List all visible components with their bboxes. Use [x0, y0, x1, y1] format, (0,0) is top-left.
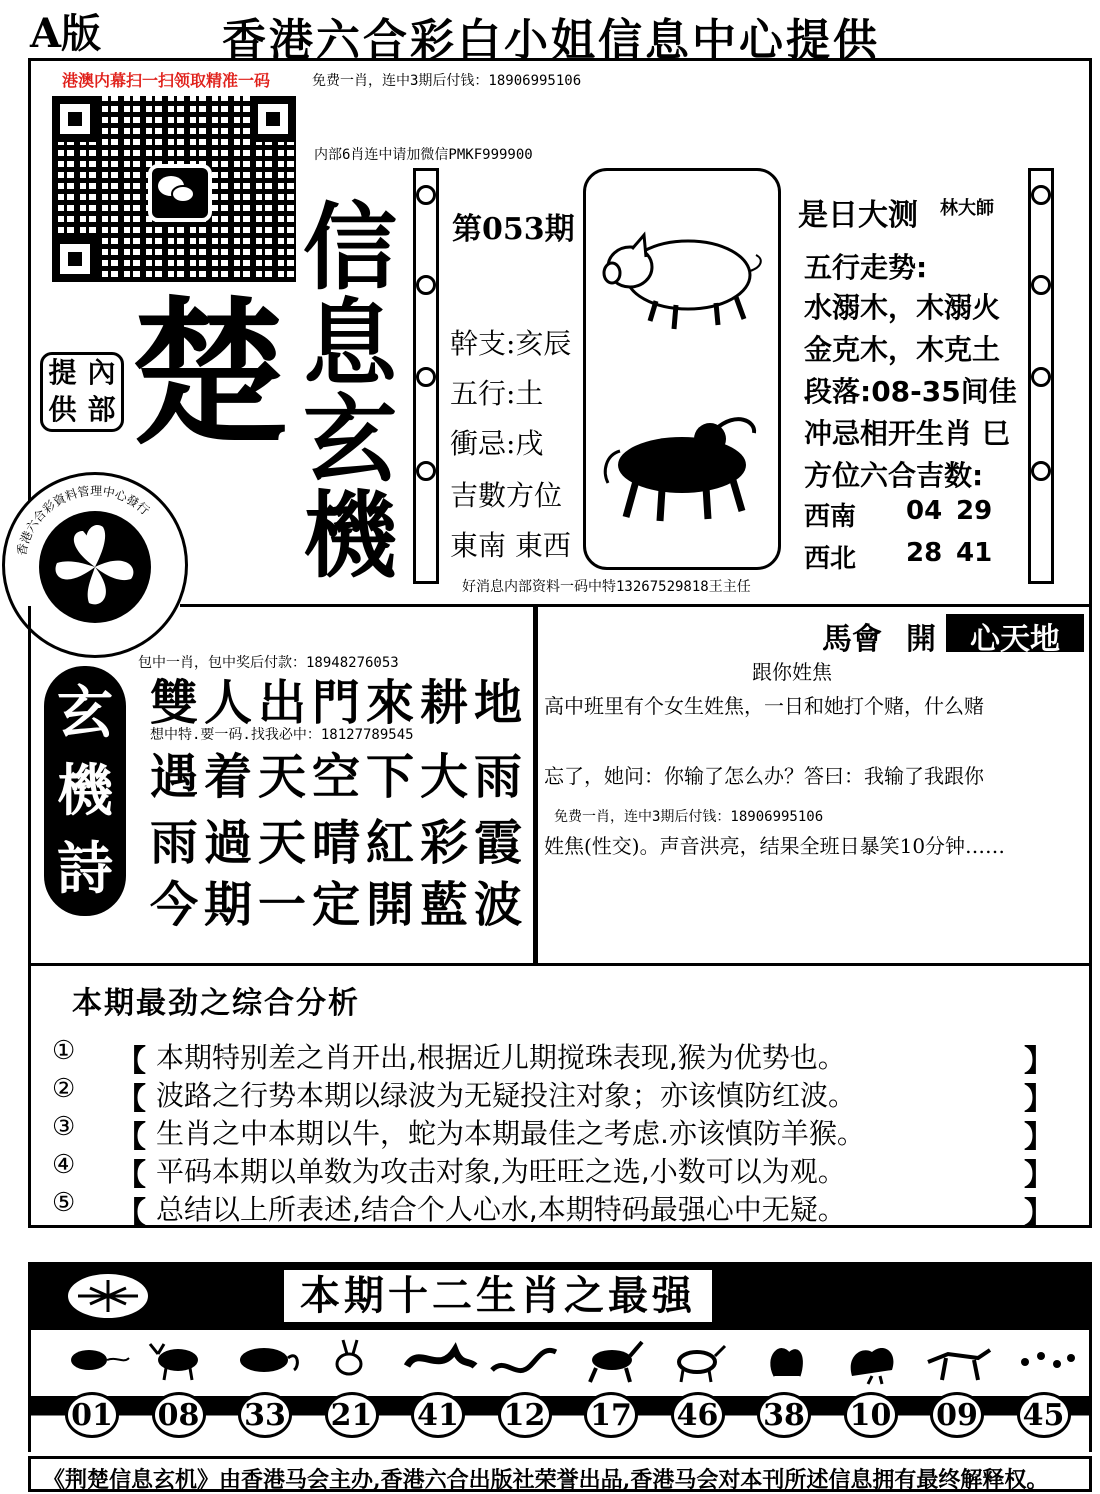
bracket-icon: 】: [1024, 1158, 1054, 1193]
bracket-icon: 】: [1024, 1082, 1054, 1117]
zodiac-number: 10: [844, 1392, 898, 1438]
binder-ring: [1031, 275, 1051, 295]
edition-label: A版: [30, 10, 102, 57]
page-title: 香港六合彩白小姐信息中心提供: [222, 15, 880, 66]
analysis-item-number: ⑤: [52, 1188, 76, 1218]
snake-icon: [486, 1336, 566, 1386]
binder-ring: [416, 367, 436, 387]
binder-rail-left: [413, 168, 439, 584]
forecast-line-2: 金克木，木克土: [804, 333, 1001, 366]
vertical-title-char: 信: [302, 193, 397, 303]
joke-paragraph: 高中班里有个女生姓焦，一日和她打个赌，什么赌: [544, 694, 984, 718]
emblem-icon: [68, 1274, 148, 1318]
zodiac-cell: [138, 1330, 222, 1452]
zodiac-picture-box: [583, 168, 781, 570]
badge-char: 部: [87, 393, 116, 426]
zodiac-number: 41: [411, 1392, 465, 1438]
zodiac-title-band: [28, 1262, 1092, 1330]
big-chu-char: 楚: [130, 282, 288, 467]
zodiac-cell: [570, 1330, 654, 1452]
binder-ring: [416, 275, 436, 295]
analysis-item: [52, 1150, 1082, 1193]
zodiac-number: 21: [325, 1392, 379, 1438]
wechat-promo: 内部6肖连中请加微信PMKF999900: [314, 147, 533, 163]
wuxing-trend: 五行走势:: [804, 251, 928, 284]
poem-label: [44, 666, 126, 916]
lucky-number: 41: [956, 538, 993, 568]
chongji: 衝忌:戌: [450, 427, 544, 460]
vertical-title: [300, 193, 400, 591]
joke-banner-b: 開: [906, 622, 936, 657]
direction-name: 西南: [804, 502, 857, 532]
footer-band: [28, 1456, 1092, 1492]
bracket-icon: 【: [116, 1196, 146, 1231]
rooster-icon: [832, 1336, 912, 1386]
ox-icon: [140, 1336, 220, 1386]
qr-corner-tr: [250, 96, 296, 142]
pig-icon: [586, 201, 776, 351]
issue-number: 第053期: [452, 212, 575, 247]
analysis-item-number: ②: [52, 1074, 76, 1104]
poem-label-char: 玄: [57, 680, 113, 746]
binder-ring: [416, 461, 436, 481]
tiger-icon: [226, 1336, 306, 1386]
footer-text: 《荆楚信息玄机》由香港马会主办,香港六合出版社荣誉出品,香港马会对本刊所述信息拥有最终解释权。: [43, 1467, 1049, 1493]
forecast-line-1: 水溺木，木溺火: [804, 291, 1001, 324]
analysis-item: [52, 1036, 1082, 1079]
zodiac-cell: [484, 1330, 568, 1452]
analysis-item-text: 本期特别差之肖开出,根据近儿期搅珠表现,猴为优势也。: [156, 1041, 846, 1074]
poem-line: 今期一定開藍波: [150, 877, 529, 933]
pig-icon: [1005, 1336, 1085, 1386]
badge-char: 內: [87, 356, 116, 389]
dragon-icon: [399, 1336, 479, 1386]
vertical-title-char: 機: [302, 481, 397, 591]
qr-corner-tl: [52, 96, 98, 142]
zodiac-number: 17: [584, 1392, 638, 1438]
analysis-item: [52, 1074, 1082, 1117]
binder-ring: [1031, 367, 1051, 387]
inside-supply-badge: [40, 352, 124, 432]
joke-banner-c: 心天地: [946, 614, 1084, 652]
analysis-item-text: 平码本期以单数为攻击对象,为旺旺之选,小数可以为观。: [156, 1155, 846, 1188]
zodiac-number: 09: [930, 1392, 984, 1438]
bracket-icon: 【: [116, 1158, 146, 1193]
direction-name: 西北: [804, 544, 857, 574]
monkey-icon: [745, 1336, 825, 1386]
zodiac-cell: [916, 1330, 1000, 1452]
poem-line: 雨過天晴紅彩霞: [150, 815, 529, 871]
rat-icon: [53, 1336, 133, 1386]
joke-title: 跟你姓焦: [752, 660, 832, 684]
zodiac-number: 01: [65, 1392, 119, 1438]
good-news-promo: 好消息内部资料一码中特13267529818王主任: [462, 579, 751, 595]
poem-line: 遇着天空下大雨: [150, 749, 529, 805]
joke-paragraph: 忘了，她问：你输了怎么办？答曰：我输了我跟你: [544, 764, 984, 788]
bracket-icon: 【: [116, 1120, 146, 1155]
direction-row: [804, 496, 1014, 533]
zodiac-cell: [1003, 1330, 1087, 1452]
want-special-promo: 想中特.要一码.找我必中：18127789545: [150, 727, 414, 743]
qr-promo-text: 港澳内幕扫一扫领取精准一码: [62, 71, 271, 90]
analysis-item: [52, 1188, 1082, 1231]
forecast-segment: 段落:08-35间佳: [804, 375, 1017, 408]
poem-label-char: 詩: [57, 836, 113, 902]
analysis-item-text: 总结以上所表述,结合个人心水,本期特码最强心中无疑。: [156, 1193, 846, 1226]
jishu-directions: 東南 東西: [450, 529, 571, 562]
joke-banner-a: 馬會: [822, 622, 882, 657]
free-promo-1: 免费一肖，连中3期后付钱：18906995106: [312, 73, 582, 89]
zodiac-number: 12: [498, 1392, 552, 1438]
badge-char: 供: [48, 393, 77, 426]
zodiac-number: 08: [152, 1392, 206, 1438]
qr-code: [52, 96, 296, 282]
binder-ring: [1031, 461, 1051, 481]
binder-rail-right: [1028, 168, 1054, 584]
zodiac-cell: [224, 1330, 308, 1452]
direction-row: [804, 538, 1014, 575]
zodiac-cell: [743, 1330, 827, 1452]
zodiac-number: 46: [671, 1392, 725, 1438]
analysis-title: 本期最劲之综合分析: [72, 986, 360, 1021]
poem-label-char: 機: [57, 758, 113, 824]
pay-after-win-promo: 包中一肖，包中奖后付款：18948276053: [138, 655, 399, 671]
lucky-number: 04: [906, 496, 943, 526]
zodiac-cell: [397, 1330, 481, 1452]
analysis-item-text: 生肖之中本期以牛，蛇为本期最佳之考虑.亦该慎防羊猴。: [156, 1117, 865, 1150]
zodiac-cell: [51, 1330, 135, 1452]
qr-corner-bl: [52, 236, 98, 282]
analysis-item-number: ①: [52, 1036, 76, 1066]
analysis-item-number: ③: [52, 1112, 76, 1142]
bracket-icon: 】: [1024, 1044, 1054, 1079]
lucky-number: 29: [956, 496, 993, 526]
zodiac-cell: [830, 1330, 914, 1452]
horse-icon: [572, 1336, 652, 1386]
analysis-item-number: ④: [52, 1150, 76, 1180]
bracket-icon: 【: [116, 1044, 146, 1079]
analysis-item-text: 波路之行势本期以绿波为无疑投注对象；亦该慎防红波。: [156, 1079, 857, 1112]
analysis-item: [52, 1112, 1082, 1155]
bracket-icon: 】: [1024, 1196, 1054, 1231]
zodiac-number: 45: [1017, 1392, 1071, 1438]
zodiac-row: [28, 1330, 1092, 1452]
bracket-icon: 【: [116, 1082, 146, 1117]
forecast-title: 是日大测: [798, 198, 918, 233]
wechat-icon: [148, 164, 212, 222]
zodiac-cell: [657, 1330, 741, 1452]
goat-icon: [659, 1336, 739, 1386]
jishu-label: 吉數方位: [450, 479, 563, 512]
direction-title: 方位六合吉数:: [804, 459, 984, 492]
wuxing: 五行:土: [450, 377, 544, 410]
zodiac-number: 33: [238, 1392, 292, 1438]
free-promo-2: 免费一肖，连中3期后付钱：18906995106: [554, 809, 824, 825]
emblem-text: 香港六合彩資料管理中心發行: [14, 483, 152, 557]
forecast-chong: 冲忌相开生肖 巳: [804, 417, 1010, 450]
zodiac-number: 38: [757, 1392, 811, 1438]
analysis-list: [52, 1036, 1082, 1231]
ganzhi: 幹支:亥辰: [450, 327, 572, 360]
bracket-icon: 】: [1024, 1120, 1054, 1155]
zodiac-title: 本期十二生肖之最强: [284, 1270, 712, 1322]
joke-paragraph: 姓焦(性交)。声音洪亮，结果全班日暴笑10分钟……: [544, 834, 1006, 858]
vertical-title-char: 息: [302, 289, 397, 399]
zodiac-cell: [311, 1330, 395, 1452]
lucky-number: 28: [906, 538, 943, 568]
ox-icon: [586, 411, 776, 541]
dog-icon: [918, 1336, 998, 1386]
poem-line: 雙人出門來耕地: [150, 675, 529, 731]
binder-ring: [416, 185, 436, 205]
forecast-master: 林大師: [940, 198, 994, 219]
binder-ring: [1031, 185, 1051, 205]
badge-char: 提: [48, 356, 77, 389]
vertical-title-char: 玄: [302, 385, 397, 495]
rabbit-icon: [313, 1336, 393, 1386]
joke-banner: [822, 614, 1084, 657]
